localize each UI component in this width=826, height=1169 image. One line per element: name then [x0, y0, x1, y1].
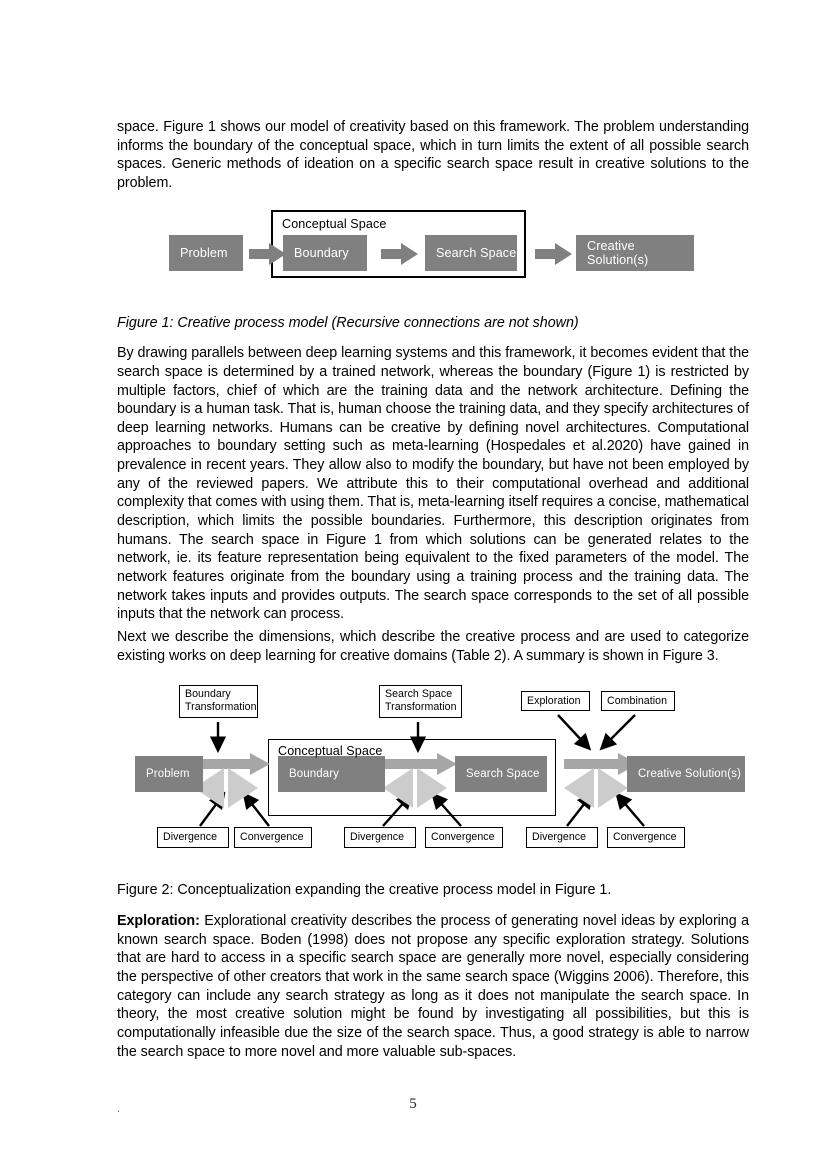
figure2-label-convergence-2	[425, 827, 503, 848]
figure2-label-divergence-2	[344, 827, 416, 848]
figure2-node-search-space: Search Space	[455, 756, 547, 792]
exploration-label: Exploration	[527, 694, 581, 707]
figure2-conceptual-space-label: Conceptual Space	[278, 744, 383, 759]
figure1-node-creative-solutions: Creative Solution(s)	[576, 235, 694, 271]
figure2-node-problem: Problem	[135, 756, 203, 792]
figure2-label-search-space-transformation	[379, 685, 462, 718]
figure-1	[117, 209, 749, 295]
figure1-arrow-3	[535, 243, 573, 265]
figure2-label-divergence-1	[157, 827, 229, 848]
search-space-transformation-line-2: Transformation	[385, 701, 457, 714]
combination-label: Combination	[607, 694, 668, 707]
figure2-node-boundary: Boundary	[278, 756, 385, 792]
boundary-transformation-line-1: Boundary	[185, 688, 231, 701]
convergence-3-label: Convergence	[613, 831, 677, 844]
figure-2	[117, 682, 749, 865]
figure1-arrow-2	[381, 243, 419, 265]
paragraph-dimensions: Next we describe the dimensions, which describe the creative process and are used to categorize existing works on deep learning for creative domains (Table 2). A summary is shown in Figure 3.	[117, 629, 749, 664]
figure2-label-exploration	[521, 691, 590, 711]
figure1-caption: Figure 1: Creative process model (Recursive connections are not shown)	[117, 314, 579, 331]
figure2-label-convergence-3	[607, 827, 685, 848]
convergence-1-label: Convergence	[240, 831, 304, 844]
divergence-2-label: Divergence	[350, 831, 405, 844]
page-number: 5	[409, 1096, 417, 1112]
exploration-term: Exploration:	[117, 912, 200, 929]
figure2-divergence-convergence-triangles-3	[563, 768, 629, 808]
figure1-node-boundary: Boundary	[283, 235, 367, 271]
search-space-transformation-line-1: Search Space	[385, 688, 453, 701]
exploration-body: Explorational creativity describes the process of generating novel ideas by exploring a known search space. Boden (1998) does not propose any specific exploration strategy. Solutions that are hard to access in a specific search space are generally more novel, especially considering the perspective of other creators that work in the same search space (Wiggins 2006). Therefore, this category can include any search strategy as long as it does not manipulate the search space. In theory, the most creative solution might be found by investigating all possibilities, but this is computationally infeasible due the size of the search space. Thus, a good strategy is able to narrow the search space to more novel and more valuable sub-spaces.	[117, 912, 749, 1060]
boundary-transformation-line-2: Transformation	[185, 701, 257, 714]
footer-mark: .	[117, 1103, 121, 1115]
divergence-3-label: Divergence	[532, 831, 587, 844]
figure2-caption: Figure 2: Conceptualization expanding the creative process model in Figure 1.	[117, 882, 612, 899]
figure2-divergence-convergence-triangles-2	[382, 768, 448, 808]
figure2-label-convergence-1	[234, 827, 312, 848]
figure2-label-divergence-3	[526, 827, 598, 848]
figure1-conceptual-space-label: Conceptual Space	[282, 216, 387, 231]
paragraph-deep-learning: By drawing parallels between deep learning systems and this framework, it becomes evident that the search space is determined by a trained network, whereas the boundary (Figure 1) is restricted by multiple factors, chief of which are the training data and the network architecture. Defining the boundary is a human task. That is, human choose the training data, and they specify architectures of deep learning networks. Humans can be creative by defining novel architectures. Computational approaches to boundary setting such as meta-learning (Hospedales et al.2020) have gained in prevalence in recent years. They allow also to modify the boundary, but have not been employed by any of the reviewed papers. We attribute this to their computational overhead and additional complexity that comes with using them. That is, meta-learning itself requires a concise, mathematical description, which limits the possible boundaries. Furthermore, this description originates from humans. The search space in Figure 1 from which solutions can be generated relates to the network, ie. its feature representation being equivalent to the fixed parameters of the model. The network features originate from the boundary using a training process and the training data. The network takes inputs and provides outputs. The search space corresponds to the set of all possible inputs that the network can process.	[117, 345, 749, 623]
paragraph-intro: space. Figure 1 shows our model of creativity based on this framework. The problem understanding informs the boundary of the conceptual space, which in turn limits the extent of all possible search spaces. Generic methods of ideation on a specific search space result in creative solutions to the problem.	[117, 119, 749, 191]
divergence-1-label: Divergence	[163, 831, 218, 844]
page-content	[117, 118, 749, 1061]
figure2-label-boundary-transformation	[179, 685, 258, 718]
figure2-node-creative-solutions: Creative Solution(s)	[627, 756, 745, 792]
paragraph-exploration	[117, 912, 749, 1061]
figure1-arrow-1	[249, 243, 287, 265]
convergence-2-label: Convergence	[431, 831, 495, 844]
figure1-node-problem: Problem	[169, 235, 243, 271]
figure1-node-search-space: Search Space	[425, 235, 517, 271]
figure2-label-combination	[601, 691, 675, 711]
